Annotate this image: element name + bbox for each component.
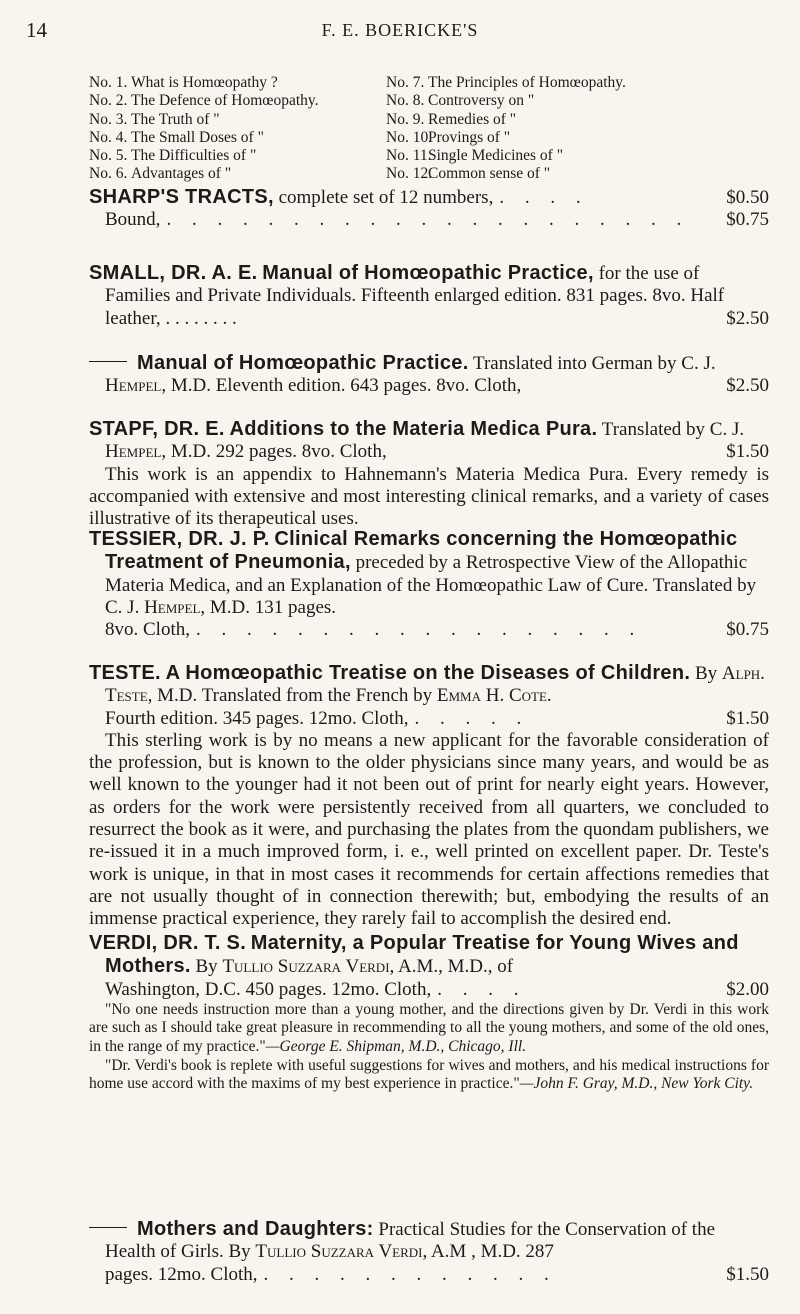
price: $0.50 <box>726 187 769 208</box>
entry-heading: SHARP'S TRACTS, <box>89 186 274 208</box>
book-title: Additions to the Materia Medica Pura. <box>229 418 598 440</box>
tract-item: No. 11.Single Medicines of " <box>386 147 564 165</box>
entry-stapf: STAPF, DR. E. Additions to the Materia Medica Pura. Translated by C. J. Hempel, M.D. 292 pages. 8vo. Cloth, $1.50 This work is an appendix to Hahnemann's Materia Medica Pura. Every remedy is accompanied with extensive and most interesting clinical remarks, and a variety of cases illustrative of its therapeutical uses. <box>89 418 769 530</box>
book-title: Manual of Homœopathic Practice, <box>262 262 594 284</box>
price: $0.75 <box>726 209 769 231</box>
tract-item: No. 8. Controversy on " <box>386 92 535 110</box>
running-title: F. E. BOERICKE'S <box>321 20 479 40</box>
price: $2.50 <box>726 307 769 329</box>
price: $1.50 <box>726 707 769 729</box>
tracts-column-left <box>89 74 319 184</box>
tract-item: No. 1. What is Homœopathy ? <box>89 74 278 91</box>
entry-small-german: Manual of Homœopathic Practice. Translated into German by C. J. Hempel, M.D. Eleventh edition. 643 pages. 8vo. Cloth, $2.50 <box>89 352 769 398</box>
entry-small: SMALL, DR. A. E. Manual of Homœopathic Practice, for the use of Families and Private Individuals. Fifteenth enlarged edition. 831 pages. 8vo. Half leather, . . . . . . . . $2.50 <box>89 262 769 329</box>
entry-description: This sterling work is by no means a new applicant for the favorable consideration of the profession, but is known to the older physicians since many years, and would be as well known to the younger had it not been out of print for nearly eight years. However, as orders for the work were persistently received from all quarters, we concluded to resurrect the book as it were, and purchasing the plates from the quondam publishers, we re-issued it in a much improved form, i. e., well printed on excellent paper. Dr. Teste's work is unique, in that in most cases it recommends for certain affections remedies that are not usually thought of in connection therewith; but, embodying the results of an immense practical experience, they rarely fail to accomplish the desired end. <box>89 729 769 930</box>
entry-verdi-mothers: Mothers and Daughters: Practical Studies for the Conservation of the Health of Girls. By Tullio Suzzara Verdi, A.M , M.D. 287 pages. 12mo. Cloth, . . . . . . . . . . . . $1.50 <box>89 1218 769 1286</box>
price: $2.00 <box>726 978 769 1000</box>
tract-item: No. 6. Advantages of " <box>89 165 232 183</box>
book-title: Clinical Remarks concerning the Homœopathic Treatment of Pneumonia, <box>105 528 738 574</box>
testimonial: "Dr. Verdi's book is replete with useful suggestions for wives and mothers, and his medical instructions for home use accord with the maxims of my best experience in practice."—John F. Gray, M.D., New York City. <box>89 1056 769 1093</box>
entry-heading: TESSIER, DR. J. P. <box>89 528 270 550</box>
tract-item: No. 3. The Truth of " <box>89 110 220 128</box>
price: $0.75 <box>726 619 769 641</box>
page-number: 14 <box>26 18 47 42</box>
testimonial: "No one needs instruction more than a young mother, and the directions given by Dr. Verdi in this work are such as I should take great pleasure in recommending to all the young mothers, and some of the old ones, in the range of my practice."—George E. Shipman, M.D., Chicago, Ill. <box>89 1000 769 1056</box>
price: $2.50 <box>726 375 769 397</box>
book-title: Mothers and Daughters: <box>137 1218 374 1240</box>
tract-item: No. 7. The Principles of Homœopathy. <box>386 74 626 91</box>
entry-heading: STAPF, DR. E. <box>89 418 225 440</box>
page-header <box>0 12 800 44</box>
ditto-dash <box>89 1227 127 1228</box>
book-title: Manual of Homœopathic Practice. <box>137 352 469 374</box>
tract-item: No. 9. Remedies of " <box>386 110 517 128</box>
entry-heading: TESTE. <box>89 662 161 684</box>
book-title: Maternity, a Popular Treatise for Young Wives and Mothers. <box>105 932 739 978</box>
entry-description: This work is an appendix to Hahnemann's Materia Medica Pura. Every remedy is accompanied with extensive and most interesting clinical remarks, and a variety of cases illustrative of its therapeutical uses. <box>89 463 769 530</box>
entry-tessier: TESSIER, DR. J. P. Clinical Remarks concerning the Homœopathic Treatment of Pneumonia, preceded by a Retrospective View of the Allopathic Materia Medica, and an Explanation of the Homœopathic Law of Cure. Translated by C. J. Hempel, M.D. 131 pages. 8vo. Cloth, . . . . . . . . . . . . . . . . . . $0.75 <box>89 528 769 641</box>
tract-item: No. 5. The Difficulties of " <box>89 147 257 165</box>
entry-sharp: SHARP'S TRACTS, complete set of 12 numbers, . . . . $0.50 Bound, . . . . . . . . . . . . . . . . . . . . . $0.75 <box>89 186 769 231</box>
book-title: A Homœopathic Treatise on the Diseases of Children. <box>165 662 691 684</box>
tract-item: No. 4. The Small Doses of " <box>89 128 264 146</box>
price: $1.50 <box>726 441 769 463</box>
tracts-column-right <box>386 74 626 184</box>
entry-heading: VERDI, DR. T. S. <box>89 932 247 954</box>
tract-item: No. 2. The Defence of Homœopathy. <box>89 92 319 110</box>
entry-heading: SMALL, DR. A. E. <box>89 262 258 284</box>
entry-verdi: VERDI, DR. T. S. Maternity, a Popular Treatise for Young Wives and Mothers. By Tullio Suzzara Verdi, A.M., M.D., of Washington, D.C. 450 pages. 12mo. Cloth, . . . . $2.00 "No one needs instruction more than a young mother, and the directions given by Dr. Verdi in this work are such as I should take great pleasure in recommending to all the young mothers, and some of the old ones, in the range of my practice."—George E. Shipman, M.D., Chicago, Ill. "Dr. Verdi's book is replete with useful suggestions for wives and mothers, and his medical instructions for home use accord with the maxims of my best experience in practice."—John F. Gray, M.D., New York City. <box>89 932 769 1093</box>
tract-item: No. 12.Common sense of " <box>386 165 551 183</box>
price: $1.50 <box>726 1263 769 1285</box>
tract-item: No. 10.Provings of " <box>386 128 511 146</box>
entry-teste: TESTE. A Homœopathic Treatise on the Diseases of Children. By Alph. Teste, M.D. Translated from the French by Emma H. Cote. Fourth edition. 345 pages. 12mo. Cloth, . . . . . $1.50 This sterling work is by no means a new applicant for the favorable consideration of the profession, but is known to the older physicians since many years, and would be as well known to the younger had it not been out of print for nearly eight years. However, as orders for the work were persistently received from all quarters, we concluded to resurrect the book as it were, and purchasing the plates from the quondam publishers, we re-issued it in a much improved form, i. e., well printed on excellent paper. Dr. Teste's work is unique, in that in most cases it recommends for certain affections remedies that are not usually thought of in connection therewith; but, embodying the results of an immense practical experience, they rarely fail to accomplish the desired end. <box>89 662 769 930</box>
ditto-dash <box>89 361 127 362</box>
